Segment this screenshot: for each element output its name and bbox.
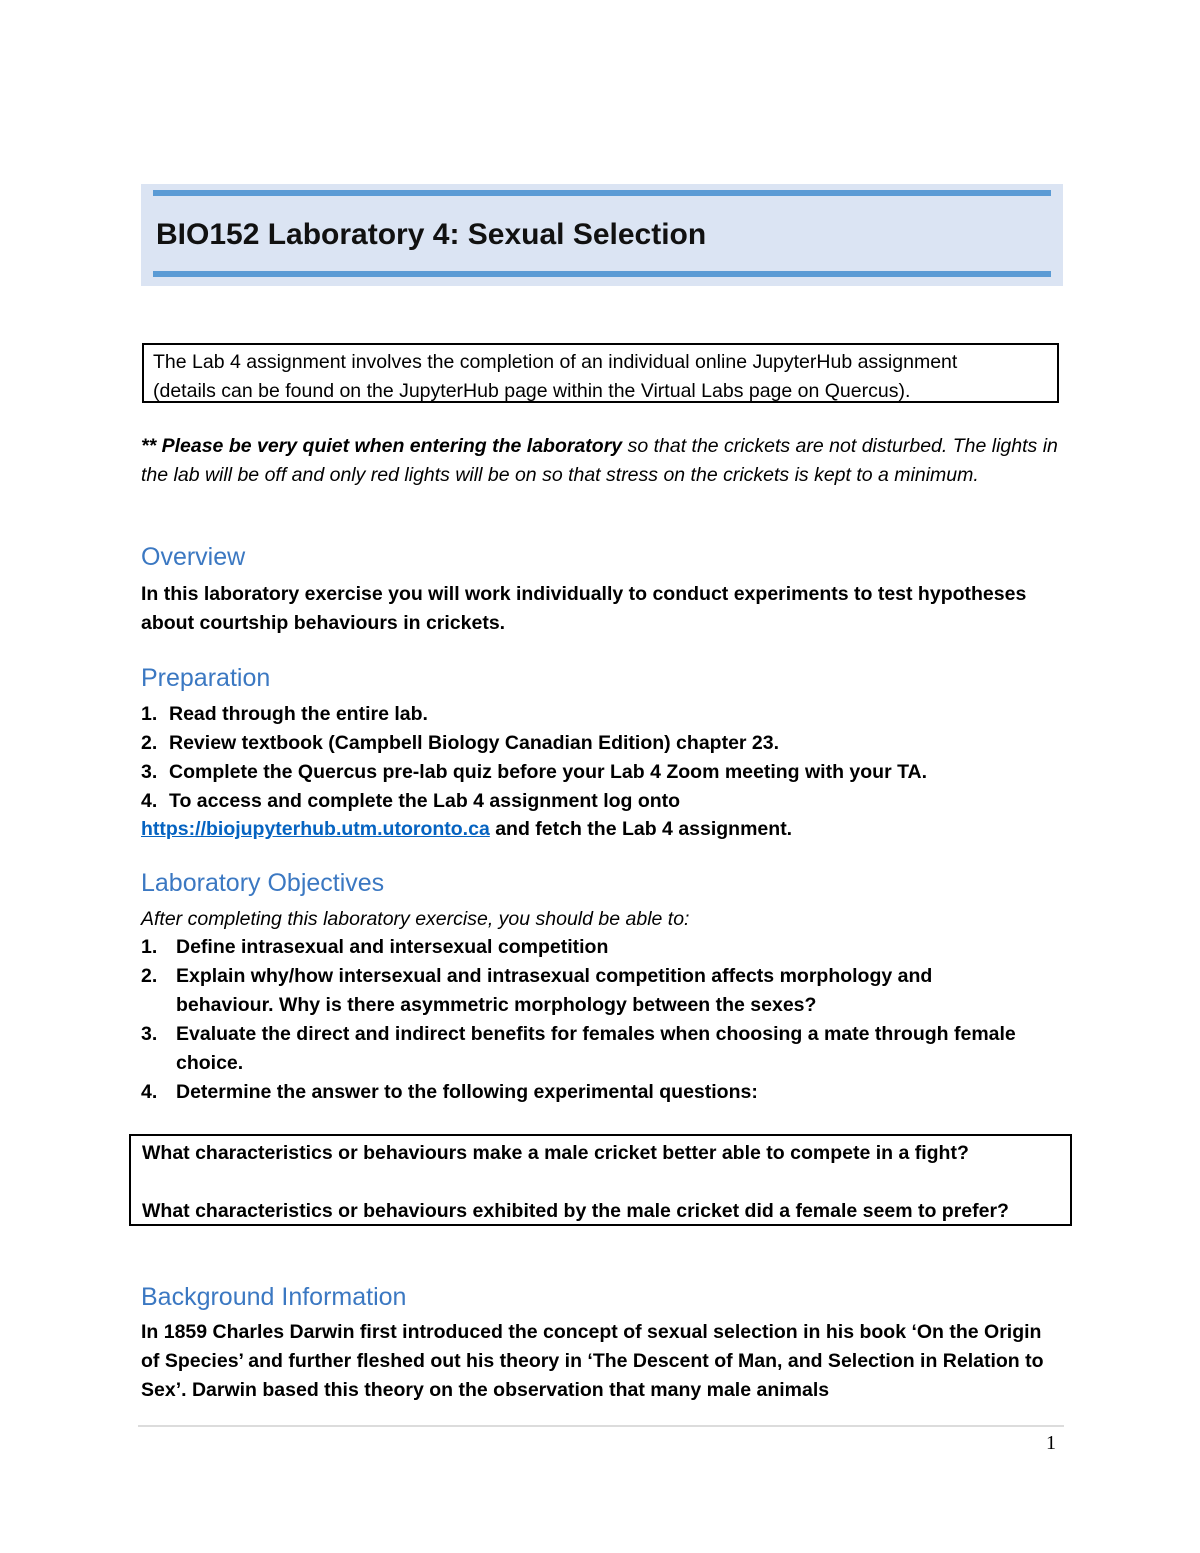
sexual-selection-term: sexual selection — [647, 1321, 798, 1343]
overview-heading: Overview — [141, 543, 246, 571]
list-item: 2. Explain why/how intersexual and intrasexual competition affects morphology and behaviour. Why is there asymmetric morphology between the sexes? — [141, 965, 933, 1016]
experimental-questions-box — [129, 1134, 1072, 1226]
footer-divider — [138, 1425, 1064, 1427]
preparation-link-line: https://biojupyterhub.utm.utoronto.ca and fetch the Lab 4 assignment. — [141, 818, 793, 840]
list-item: 4. Determine the answer to the following experimental questions: — [141, 1081, 758, 1103]
objectives-intro: After completing this laboratory exercise, you should be able to: — [141, 908, 690, 930]
preparation-heading: Preparation — [141, 664, 271, 692]
quiet-notice-text: so that the crickets are not disturbed. The lights in the lab will be off and only red lights will be on so that stress on the crickets is kept to a minimum. — [141, 435, 1058, 486]
assignment-info-line-2: (details can be found on the JupyterHub page within the Virtual Labs page on Quercus). — [153, 380, 911, 402]
preparation-list — [141, 700, 1071, 816]
list-item: 2. Review textbook (Campbell Biology Canadian Edition) chapter 23. — [141, 732, 780, 754]
page-number: 1 — [1046, 1432, 1056, 1454]
jupyterhub-link[interactable]: https://biojupyterhub.utm.utoronto.ca — [141, 818, 490, 840]
experimental-question-2: What characteristics or behaviours exhibited by the male cricket did a female seem to prefer? — [142, 1200, 1009, 1222]
quiet-notice — [141, 432, 1071, 490]
assignment-info-box — [142, 343, 1059, 403]
objectives-heading: Laboratory Objectives — [141, 869, 385, 897]
background-heading: Background Information — [141, 1283, 407, 1311]
banner-top-rule — [153, 190, 1051, 196]
assignment-info-line-1: The Lab 4 assignment involves the completion of an individual online JupyterHub assignment — [153, 351, 958, 373]
list-item: 1. Read through the entire lab. — [141, 703, 428, 725]
quiet-notice-emphasis: ** Please be very quiet when entering the laboratory — [141, 435, 623, 457]
list-item: 1. Define intrasexual and intersexual competition — [141, 936, 609, 958]
list-item: 3. Evaluate the direct and indirect benefits for females when choosing a mate through female choice. — [141, 1023, 1016, 1074]
experimental-question-1: What characteristics or behaviours make a male cricket better able to compete in a fight? — [142, 1142, 969, 1164]
overview-text: In this laboratory exercise you will work individually to conduct experiments to test hypotheses about courtship behaviours in crickets. — [141, 583, 1027, 634]
page-title: BIO152 Laboratory 4: Sexual Selection — [156, 218, 707, 251]
objectives-list — [141, 933, 1061, 1107]
list-item: 3. Complete the Quercus pre-lab quiz before your Lab 4 Zoom meeting with your TA. — [141, 761, 928, 783]
background-text: In 1859 Charles Darwin first introduced the concept of sexual selection in his book ‘On the Origin of Species’ and further fleshed out his theory in ‘The Descent of Man, and Selection in Relation to Sex’. Darwin based this theory on the observation that many male animals — [141, 1321, 1044, 1401]
list-item: 4. To access and complete the Lab 4 assignment log onto — [141, 790, 681, 812]
title-banner — [141, 184, 1063, 286]
banner-bottom-rule — [153, 271, 1051, 277]
